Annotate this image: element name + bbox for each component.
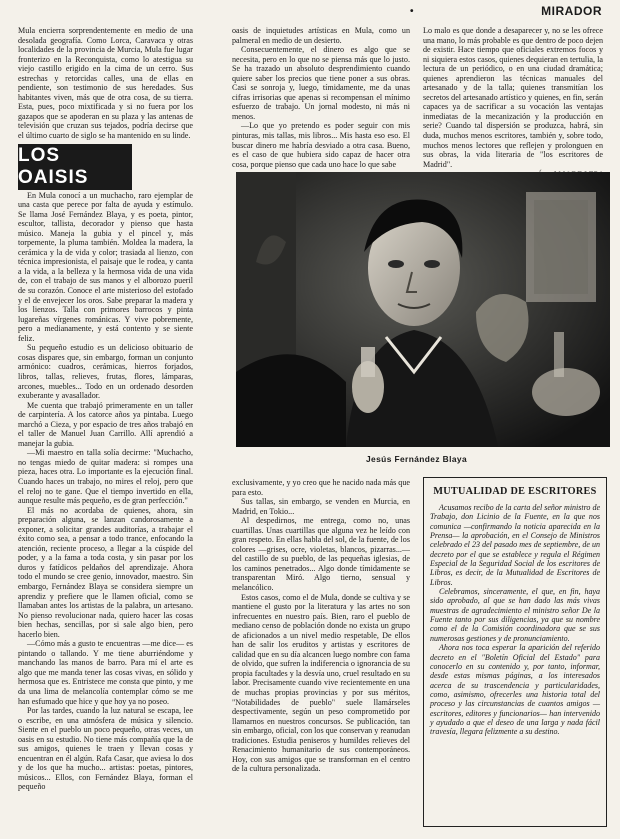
- column-1: [18, 26, 193, 792]
- paragraph: —Lo que yo pretendo es poder seguir con mis pinturas, mis tallas, mis libros... Mis hasta eso eso. El buscar dinero me habría desviado a otra casa. Bueno, es el caso de que hubiera sido capaz de hacer otra cosa, porque pienso que cada uno hace lo que sabe: [232, 121, 410, 169]
- paragraph: Al despedirnos, me entrega, como no, unas cuartillas. Unas cuartillas que alguna vez he leído con gran respeto. En ellas habla del sol, de la fuente, de los colores —grises, ocre, violetas, blancos, pizarras...— del castillo de su pueblo, de las pequeñas iglesias, de los caminos penetrados... Algo donde tímidamente se transparentan Miró. Algo tierno, sensual y melancólico.: [232, 516, 410, 593]
- box-title: MUTUALIDAD DE ESCRITORES: [433, 486, 597, 497]
- article-title: LOS OAISIS: [18, 144, 132, 190]
- paragraph: —Mi maestro en talla solía decirme: "Muchacho, no tengas miedo de quitar madera: si rompes una pieza, haces otra. Lo importante es la ejecución final. Cuando haces un trabajo, no mires el reloj, pero que el reloj no te gane. Que el tiempo invertido en ella, aunque resulte más pequeño, es de gran perfección.": [18, 448, 193, 506]
- paragraph: exclusivamente, y yo creo que he nacido nada más que para esto.: [232, 478, 410, 497]
- column-2-top: [232, 26, 410, 169]
- paragraph: Su pequeño estudio es un delicioso obituario de cosas dispares que, sin embargo, forman un conjunto armónico: cuadros, cerámicas, hierros forjados, libros, tallas, relieves, frutas, flores, lámparas, arcones, muebles... Todo en un ordenado desorden exuberante y avasallador.: [18, 343, 193, 401]
- paragraph: Consecuentemente, el dinero es algo que se necesita, pero en lo que no se piensa más que lo justo. Se ha trazado un absoluto desprendimiento cuando quiere saber los precios que tiene poner a sus obras. Casi se sonroja y, luego, tímidamente, me da unas cifras irrisorias que apenas si recompensan el mínimo esfuerzo de trabajo. Un jornal modesto, ni más ni menos.: [232, 45, 410, 121]
- header-dot: •: [410, 6, 415, 17]
- box-paragraph: Acusamos recibo de la carta del señor ministro de Trabajo, don Licinio de la Fuente, en la que nos comunica —confirmando la noticia aparecida en la Prensa— la aprobación, en el Consejo de Ministros celebrado el 23 del pasado mes de septiembre, de un decreto por el que se establece y regula el Régimen Especial de la Seguridad Social de los escritores de Libros, es decir, de la Mutualidad de Escritores de Libros.: [430, 503, 600, 587]
- column-3-top: [423, 26, 603, 180]
- sidebar-box: [423, 477, 607, 827]
- paragraph: Mula encierra sorprendentemente en medio de una desolada geografía. Como Lorca, Caravaca y otras localidades de la provincia de Murcia, Mula fue lugar fronterizo en la Reconquista, como lo atestigua su viejo castillo erigido en la cima de un cerro. Sus estrechas y retorcidas calles, una de ellas en pendiente, son testimonio de sus heredades. Sus habitantes viven, más que de otra cosa, de su tierra. Esta, pues, poco mixtificada y si no fuera por los gazapos que se apoderan en su plaza y las antenas de televisión que cruzan sus tejados, podría decirse que el último cuarto de siglo se ha mantenido en su linde.: [18, 26, 193, 141]
- paragraph: —Cómo más a gusto te encuentras —me dice— es pintando o tallando. Y me tiene aburriéndome y manchando las manos de barro. Para mí el arte es algo que me manda tener las cosas vivas, en sólido y hermosa que es. Entristece me consta que pinto, y me da una lima de melancolía contemplar cómo se me han esfumado que hice y que hoy ya no poseo.: [18, 639, 193, 706]
- paragraph: Lo malo es que donde a desaparecer y, no se les ofrece una mano, lo más probable es que dentro de poco dejen de existir. Hace tiempo que oficiales extremos focos y ni siquiera estos casos, quienes dequieran en tertulia, la lectura de un periódico, o en una ciudad dramática; quienes aprendieron las técnicas manuales del artesanado y de la talla; quienes transmitían los secretos del artesanado artístico y quienes, en fin, serán capaces ya de sacrificar a su vocación las ventajas inmediatas de la mecanización y la producción en serie? Cuando tal dispersión se produzca, habrá, sin duda, muchos menos escritores, también y, sobre todo, muchos menos lectores que reflejen y prolonguen en sus obras, la vida literaria de "los escritores de Madrid".: [423, 26, 603, 169]
- photo-caption: Jesús Fernández Blaya: [366, 454, 468, 464]
- column-2-bottom: [232, 478, 410, 774]
- paragraph: Sus tallas, sin embargo, se venden en Murcia, en Madrid, en Tokio...: [232, 497, 410, 516]
- paragraph: Estos casos, como el de Mula, donde se cultiva y se mantiene el gusto por la literatura y las artes no son infrecuentes en nuestro país. Bien, raro el pueblo de mediano censo de población donde no exista un grupo de aficionados a un nivel medio respetable, De ellos han de salir los eruditos y artistas y escritores de calidad que en su día alcancen luego nombre con fama de olvido, que sufren la indiferencia o ignorancia de su propia facultades y la desvía uno, cruel resultado en su labor. Precisamente cuando vive recientemente en una de muchas propias provincias y por sus méritos, "Notabilidades de pueblo" suele llamárseles despectivamente, según un peso comprometido por llamarnos en nuestros concursos. Se publicación, tan sin embargo, oficial, con los que conservan y reanudan tradiciones. Estudia peniseros y humildes relieves del Renacimiento humanitario de sus contemporáneos. Hoy, con sus amigos que se transforman en el centro de la cultura personalizada.: [232, 592, 410, 774]
- paragraph: oasis de inquietudes artísticas en Mula, como un palmeral en medio de un desierto.: [232, 26, 410, 45]
- paragraph: Me cuenta que trabajó primeramente en un taller de carpintería. A los catorce años ya pintaba. Luego marchó a Cieza, y por espacio de tres años trabajó en el taller de Manuel Juan Carrillo. Allí aprendió a manejar la gubia.: [18, 400, 193, 448]
- box-paragraph: Ahora nos toca esperar la aparición del referido decreto en el "Boletín Oficial del Estado" para conocerlo en su contenido y, por tanto, informar, desde estas mismas páginas, a los interesados acerca de su trascendencia y particularidades, como, asimismo, ofrecerles una historia total del proceso y las circunstancias de cuantos amigos —escritores, editores y funcionarios— han intervenido y ayudado a que el deseo de una larga y nada fácil travesía, llegara felizmente a su destino.: [430, 643, 600, 737]
- photo-illustration: [236, 172, 610, 447]
- paragraph: El más no acordaba de quienes, ahora, sin preparación alguna, se lanzan candorosamente a exponer, a solicitar grandes auditorías, a trabajar el éxito como sea, a pensar a todo trance, enfocando la atención, reciente proceso, a llegar a la cúspide del poder, y a la fama a toda costa, y sin pasar por los duros y fatídicos peldaños del aprendizaje. Ahora todo el mundo se cree genio, innovador, maestro. Sin embargo, Fernández Blaya se considera siempre un aprendiz y prefiere que le llamen oficial, como se llamaban antes los artistas de la palabra, un artesano. No pienso revolucionar nada, quiero hacer las cosas bien hechas, sencillas, por si sale algo bien, pero hacerlo bien.: [18, 505, 193, 639]
- box-paragraph: Celebramos, sinceramente, el que, en fin, haya sido aprobado, al que se han dado las más vivas muestras de agradecimiento el ministro señor De la Fuente tanto por sus diligencias, ya que su nombre como el de la Comisión coordinadora que se sus numerosas gestiones y de pronunciamiento.: [430, 587, 600, 643]
- paragraph: En Mula conocí a un muchacho, raro ejemplar de una casta que perece por falta de ayuda y estímulo. Se llama José Fernández Blaya, y es poeta, pintor, escultor, tallista, decorador y pienso que hasta músico. Maneja la gubia y el pincel y, más torpemente, la pluma también. Moldea la madera, la cerámica y la de vida y color; trasiada al lienzo, con técnica impresionista, el paisaje que le rodea, y canta a la vida, a la belleza y la hermosa vida de una vida de, con el trabajo de sus manos y el alborozo pueril de su corazón. Conoce el arte misterioso del estofado y el de envejecer los oros. Sabe preparar la madera y los lienzos. Talla con primores barrocos y pinta lugareñas vírgenes románicas. Y vive pobremente, pero a medianamente, y está contento y se siente feliz.: [18, 190, 193, 343]
- section-label: MIRADOR: [541, 4, 602, 18]
- portrait-photo: [236, 172, 610, 447]
- box-body: [430, 503, 600, 737]
- paragraph: Por las tardes, cuando la luz natural se escapa, lee o escribe, en una atmósfera de música y silencio. Siente en el pueblo un poco pequeño, otras veces, un oasis en su estudio. No tiene más compañía que la de sus amigos, quienes le traen y llevan cosas y encuentran en él algún. Rafa Casar, que aviesa lo dos y de los que ha mucho... artistas: poetas, pintores, músicos... Ellos, con Fernández Blaya, forman el pequeño: [18, 706, 193, 792]
